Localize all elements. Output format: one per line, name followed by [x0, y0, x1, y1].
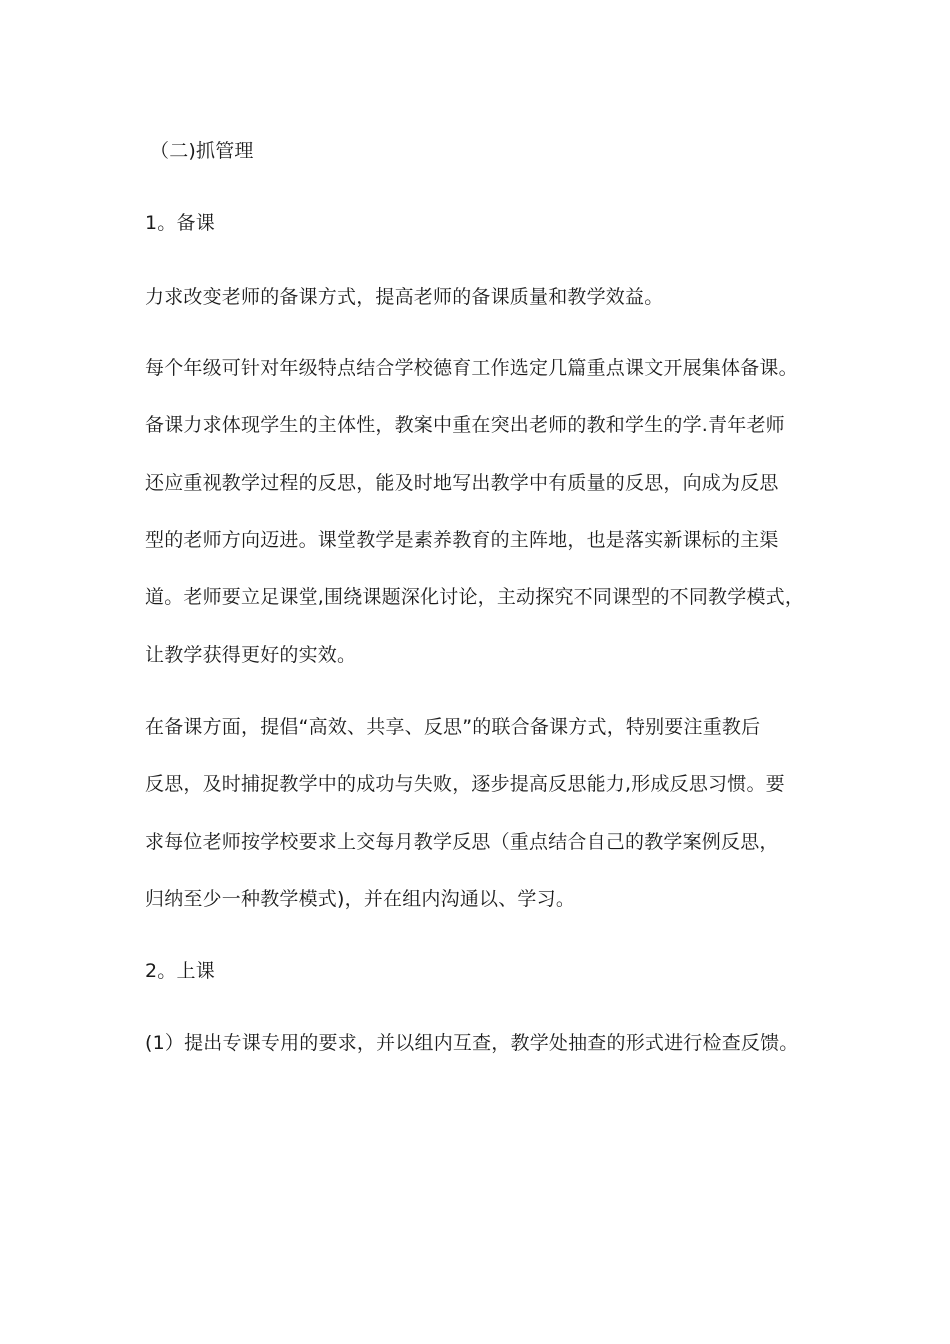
paragraph-collective-prep-line: 道。老师要立足课堂,围绕课题深化讨论，主动探究不同课型的不同教学模式， [145, 586, 805, 608]
subsection-heading-teaching: 2。上课 [145, 960, 215, 982]
paragraph-collective-prep-line: 型的老师方向迈进。课堂教学是素养教育的主阵地，也是落实新课标的主渠 [145, 529, 779, 551]
paragraph-reflection-line: 反思，及时捕捉教学中的成功与失败，逐步提高反思能力,形成反思习惯。要 [145, 773, 785, 795]
paragraph-collective-prep-line: 备课力求体现学生的主体性，教案中重在突出老师的教和学生的学.青年老师 [145, 414, 785, 436]
section-heading: （二)抓管理 [150, 140, 254, 162]
paragraph-collective-prep-line: 让教学获得更好的实效。 [145, 644, 357, 666]
paragraph-collective-prep-line: 还应重视教学过程的反思，能及时地写出教学中有质量的反思，向成为反思 [145, 472, 779, 494]
paragraph-teaching-requirement: (1）提出专课专用的要求，并以组内互查，教学处抽查的形式进行检查反馈。 [145, 1032, 799, 1054]
paragraph-reflection-line: 归纳至少一种教学模式)，并在组内沟通以、学习。 [145, 888, 576, 910]
paragraph-reflection-line: 求每位老师按学校要求上交每月教学反思（重点结合自己的教学案例反思， [145, 831, 779, 853]
paragraph-reflection-line: 在备课方面，提倡“高效、共享、反思”的联合备课方式，特别要注重教后 [145, 716, 761, 738]
paragraph-lesson-prep-goal: 力求改变老师的备课方式，提高老师的备课质量和教学效益。 [145, 286, 664, 308]
subsection-heading-lesson-prep: 1。备课 [145, 212, 215, 234]
paragraph-collective-prep-line: 每个年级可针对年级特点结合学校德育工作选定几篇重点课文开展集体备课。 [145, 357, 798, 379]
